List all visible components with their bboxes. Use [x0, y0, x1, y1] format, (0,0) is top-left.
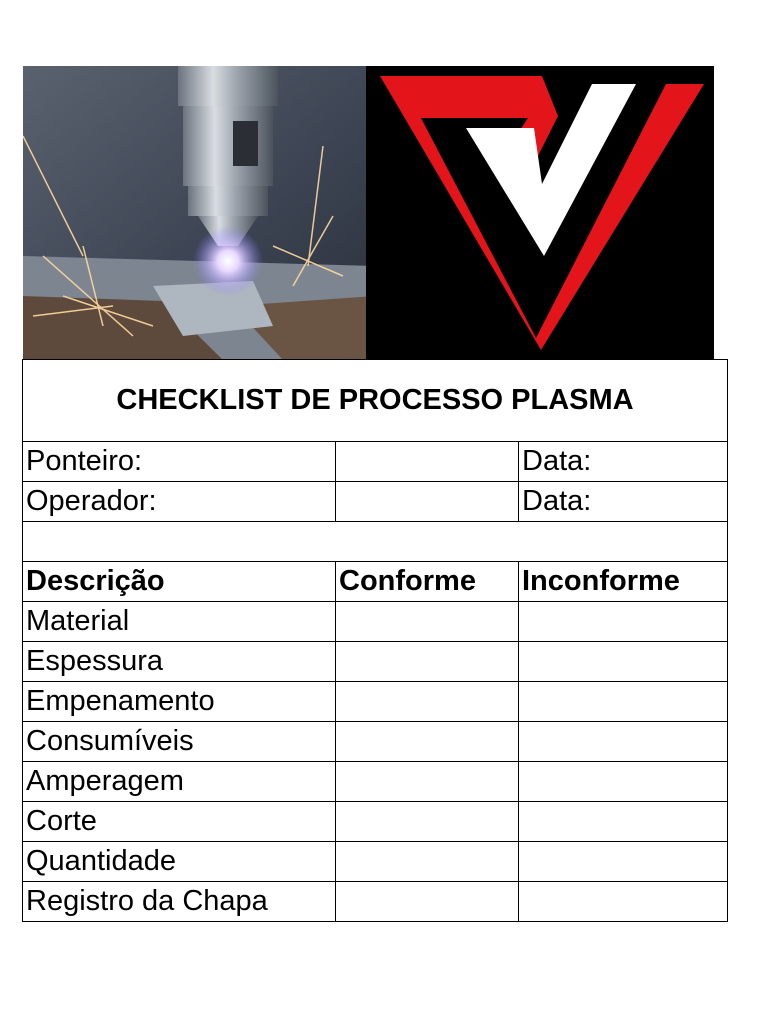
item-description: Material [23, 602, 336, 642]
item-description: Amperagem [23, 762, 336, 802]
title-row [23, 360, 728, 442]
column-header-descricao: Descrição [23, 562, 336, 602]
item-description: Consumíveis [23, 722, 336, 762]
column-header-conforme: Conforme [336, 562, 519, 602]
info-row-operador [23, 482, 728, 522]
table-row [23, 762, 728, 802]
item-description: Quantidade [23, 842, 336, 882]
checklist-table [22, 359, 728, 922]
ponteiro-date-label[interactable]: Data: [519, 442, 728, 482]
plasma-cutter-photo [23, 66, 375, 360]
conforme-cell[interactable] [336, 882, 519, 922]
inconforme-cell[interactable] [519, 842, 728, 882]
inconforme-cell[interactable] [519, 722, 728, 762]
info-row-ponteiro [23, 442, 728, 482]
table-row [23, 882, 728, 922]
operador-field[interactable] [336, 482, 519, 522]
item-description: Corte [23, 802, 336, 842]
v-logo [366, 66, 714, 360]
conforme-cell[interactable] [336, 682, 519, 722]
inconforme-cell[interactable] [519, 882, 728, 922]
item-description: Empenamento [23, 682, 336, 722]
table-row [23, 642, 728, 682]
conforme-cell[interactable] [336, 802, 519, 842]
table-row [23, 602, 728, 642]
spacer-row [23, 522, 728, 562]
conforme-cell[interactable] [336, 762, 519, 802]
ponteiro-field[interactable] [336, 442, 519, 482]
conforme-cell[interactable] [336, 842, 519, 882]
inconforme-cell[interactable] [519, 682, 728, 722]
item-description: Registro da Chapa [23, 882, 336, 922]
table-row [23, 802, 728, 842]
inconforme-cell[interactable] [519, 602, 728, 642]
ponteiro-label: Ponteiro: [23, 442, 336, 482]
table-row [23, 842, 728, 882]
spacer-cell [23, 522, 728, 562]
inconforme-cell[interactable] [519, 642, 728, 682]
table-row [23, 682, 728, 722]
column-header-inconforme: Inconforme [519, 562, 728, 602]
conforme-cell[interactable] [336, 722, 519, 762]
inconforme-cell[interactable] [519, 762, 728, 802]
header-row [23, 562, 728, 602]
table-row [23, 722, 728, 762]
operador-date-label[interactable]: Data: [519, 482, 728, 522]
inconforme-cell[interactable] [519, 802, 728, 842]
operador-label: Operador: [23, 482, 336, 522]
checklist-title: CHECKLIST DE PROCESSO PLASMA [23, 360, 728, 442]
item-description: Espessura [23, 642, 336, 682]
conforme-cell[interactable] [336, 642, 519, 682]
conforme-cell[interactable] [336, 602, 519, 642]
